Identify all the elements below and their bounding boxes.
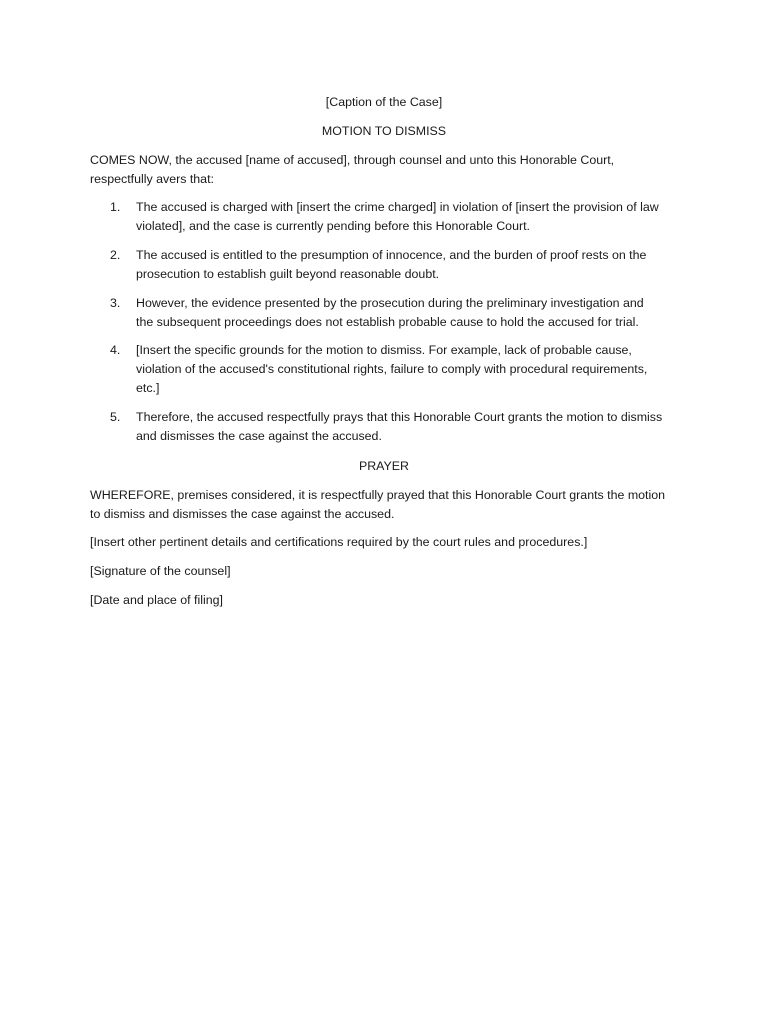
item-number: 5. xyxy=(110,410,121,424)
item-line: the subsequent proceedings does not establish probable cause to hold the accused for trial. xyxy=(136,315,639,329)
item-line: prosecution to establish guilt beyond reasonable doubt. xyxy=(136,267,440,281)
item-line: etc.] xyxy=(136,381,160,395)
other-details-line: [Insert other pertinent details and certifications required by the court rules and procedures.] xyxy=(90,535,588,549)
intro-paragraph xyxy=(90,151,680,189)
prayer-line: WHEREFORE, premises considered, it is respectfully prayed that this Honorable Court grants the motion xyxy=(90,488,666,502)
item-text xyxy=(136,198,680,236)
prayer-line: to dismiss and dismisses the case against the accused. xyxy=(90,507,395,521)
item-number: 2. xyxy=(110,248,121,262)
case-caption: [Caption of the Case] xyxy=(325,95,443,109)
item-line: violation of the accused's constitutional rights, failure to comply with procedural requirements, xyxy=(136,362,648,376)
date-place-line xyxy=(90,591,680,610)
intro-line: COMES NOW, the accused [name of accused], through counsel and unto this Honorable Court, xyxy=(90,153,615,167)
item-line: [Insert the specific grounds for the motion to dismiss. For example, lack of probable cause, xyxy=(136,343,632,357)
prayer-heading: PRAYER xyxy=(358,459,410,473)
item-line: Therefore, the accused respectfully prays that this Honorable Court grants the motion to dismiss xyxy=(136,410,663,424)
item-line: violated], and the case is currently pending before this Honorable Court. xyxy=(136,219,530,233)
item-line: and dismisses the case against the accused. xyxy=(136,429,382,443)
item-number: 1. xyxy=(110,200,121,214)
item-line: The accused is entitled to the presumption of innocence, and the burden of proof rests on the xyxy=(136,248,647,262)
intro-line: respectfully avers that: xyxy=(90,172,214,186)
signature-text: [Signature of the counsel] xyxy=(90,564,231,578)
item-text xyxy=(136,294,680,332)
signature-line xyxy=(90,562,680,581)
item-line: However, the evidence presented by the prosecution during the preliminary investigation and xyxy=(136,296,644,310)
item-text xyxy=(136,408,680,446)
item-line: The accused is charged with [insert the crime charged] in violation of [insert the provision of law xyxy=(136,200,659,214)
prayer-paragraph xyxy=(90,486,680,524)
date-place-text: [Date and place of filing] xyxy=(90,593,223,607)
other-details xyxy=(90,533,680,552)
document-title: MOTION TO DISMISS xyxy=(321,124,447,138)
item-text xyxy=(136,246,680,284)
item-number: 3. xyxy=(110,296,121,310)
item-number: 4. xyxy=(110,343,121,357)
item-text xyxy=(136,341,680,398)
